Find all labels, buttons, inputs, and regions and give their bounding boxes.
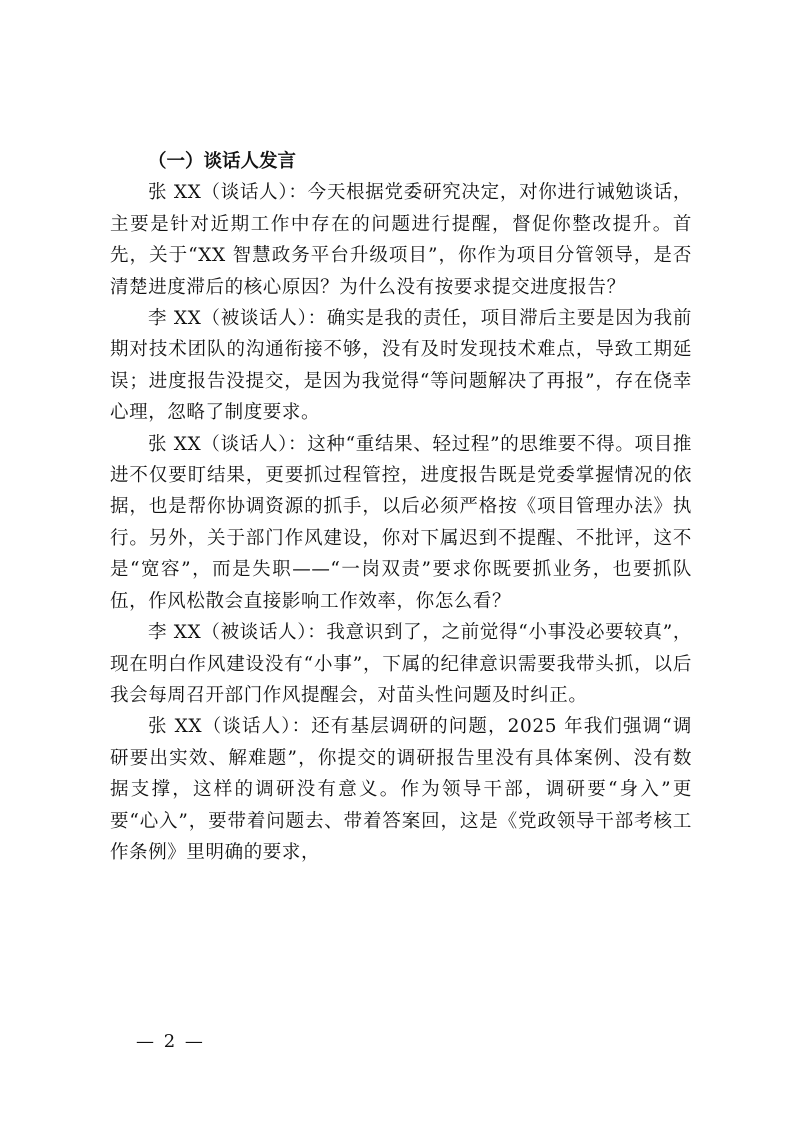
document-body (110, 146, 692, 868)
paragraph-4: 李 XX（被谈话人）：我意识到了，之前觉得“小事没必要较真”，现在明白作风建设没有“小事”，下属的纪律意识需要我带头抓，以后我会每周召开部门作风提醒会，对苗头性问题及时纠正。 (110, 622, 692, 706)
paragraph-5: 张 XX（谈话人）：还有基层调研的问题，2025 年我们强调“调研要出实效、解难题”，你提交的调研报告里没有具体案例、没有数据支撑，这样的调研没有意义。作为领导干部，调研要“身入”更要“心入”，要带着问题去、带着答案回，这是《党政领导干部考核工作条例》里明确的要求， (110, 716, 692, 863)
paragraph-1: 张 XX（谈话人）：今天根据党委研究决定，对你进行诫勉谈话，主要是针对近期工作中存在的问题进行提醒，督促你整改提升。首先，关于“XX 智慧政务平台升级项目”，你作为项目分管领导，是否清楚进度滞后的核心原因？为什么没有按要求提交进度报告？ (110, 182, 692, 298)
paragraph-2: 李 XX（被谈话人）：确实是我的责任，项目滞后主要是因为我前期对技术团队的沟通衔接不够，没有及时发现技术难点，导致工期延误；进度报告没提交，是因为我觉得“等问题解决了再报”，存在侥幸心理，忽略了制度要求。 (110, 308, 692, 424)
paragraph-3: 张 XX（谈话人）：这种“重结果、轻过程”的思维要不得。项目推进不仅要盯结果，更要抓过程管控，进度报告既是党委掌握情况的依据，也是帮你协调资源的抓手，以后必须严格按《项目管理办法》执行。另外，关于部门作风建设，你对下属迟到不提醒、不批评，这不是“宽容”，而是失职——“一岗双责”要求你既要抓业务，也要抓队伍，作风松散会直接影响工作效率，你怎么看？ (110, 433, 692, 612)
section-heading: （一）谈话人发言 (148, 151, 297, 172)
page-number: — 2 — (136, 1031, 205, 1052)
